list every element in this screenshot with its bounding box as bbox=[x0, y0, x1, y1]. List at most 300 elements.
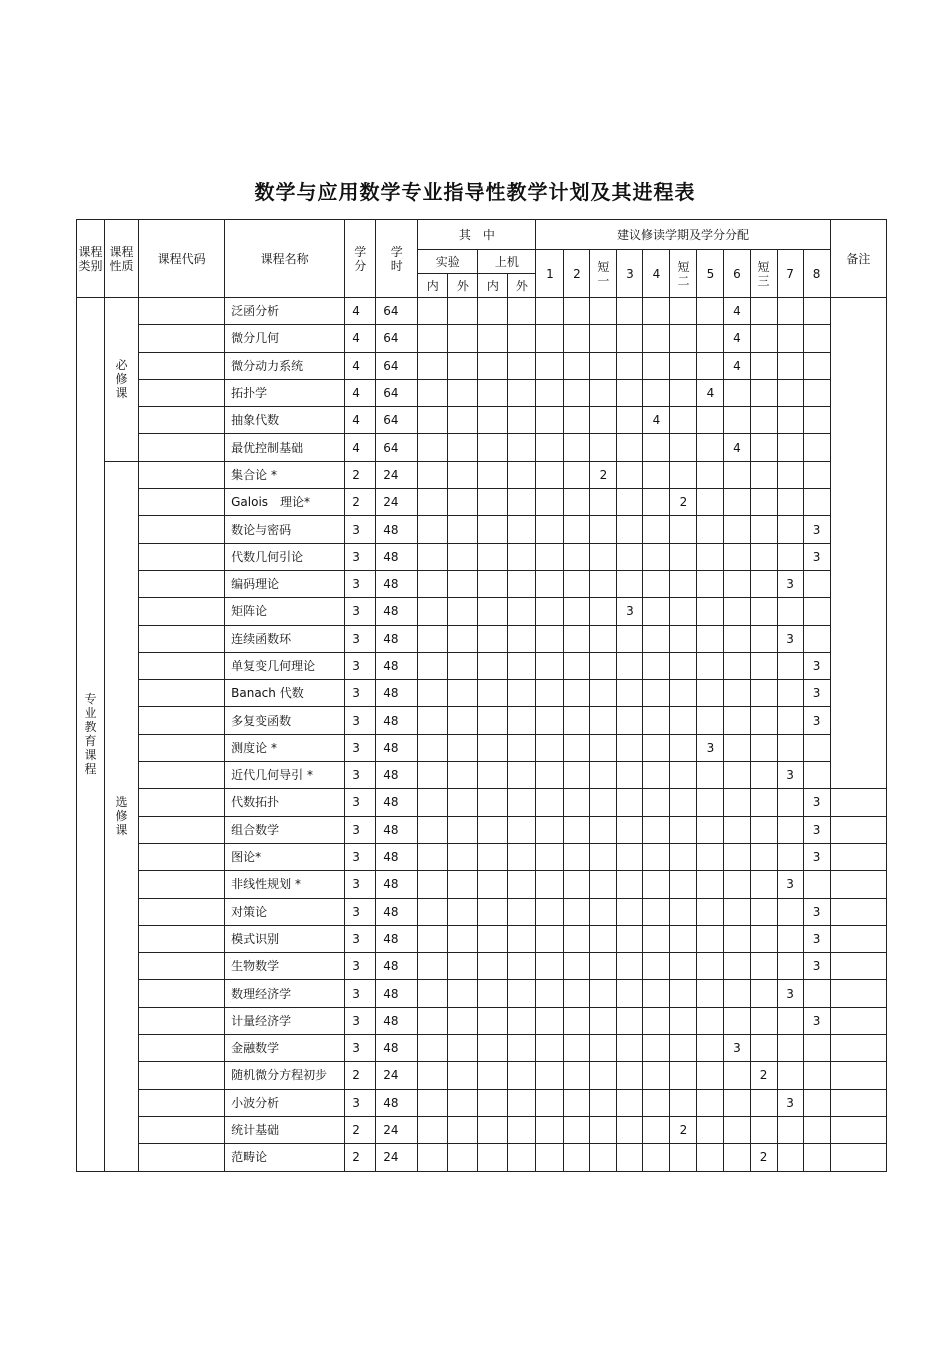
lab-computer-cell bbox=[478, 734, 508, 761]
course-category-cell: 专业教育课程 bbox=[77, 298, 105, 1172]
semester-credit-cell bbox=[590, 762, 617, 789]
semester-credit-cell bbox=[564, 489, 590, 516]
hours-cell: 48 bbox=[376, 625, 418, 652]
semester-credit-cell bbox=[536, 789, 564, 816]
semester-credit-cell bbox=[564, 570, 590, 597]
course-name-cell: 拓扑学 bbox=[225, 379, 345, 406]
semester-credit-cell bbox=[564, 625, 590, 652]
course-name-cell: 单复变几何理论 bbox=[225, 652, 345, 679]
semester-credit-cell bbox=[643, 1062, 670, 1089]
remarks-cell bbox=[830, 1007, 886, 1034]
semester-credit-cell bbox=[724, 680, 750, 707]
course-name-cell: 矩阵论 bbox=[225, 598, 345, 625]
remarks-cell bbox=[830, 1062, 886, 1089]
course-name-cell: 编码理论 bbox=[225, 570, 345, 597]
hours-cell: 48 bbox=[376, 898, 418, 925]
lab-computer-cell bbox=[418, 762, 448, 789]
lab-computer-cell bbox=[478, 816, 508, 843]
semester-credit-cell bbox=[617, 652, 643, 679]
lab-computer-cell bbox=[478, 407, 508, 434]
semester-credit-cell bbox=[724, 762, 750, 789]
semester-credit-cell bbox=[564, 1144, 590, 1171]
semester-credit-cell bbox=[697, 407, 724, 434]
semester-credit-cell bbox=[670, 352, 697, 379]
semester-credit-cell bbox=[803, 598, 830, 625]
semester-credit-cell bbox=[750, 434, 777, 461]
course-code-cell bbox=[139, 762, 225, 789]
semester-credit-cell bbox=[670, 1089, 697, 1116]
semester-credit-cell bbox=[617, 516, 643, 543]
header-category: 课程类别 bbox=[77, 220, 105, 298]
semester-credit-cell bbox=[803, 325, 830, 352]
semester-credit-cell bbox=[750, 325, 777, 352]
semester-credit-cell bbox=[670, 461, 697, 488]
semester-credit-cell bbox=[564, 707, 590, 734]
semester-credit-cell bbox=[536, 516, 564, 543]
lab-computer-cell bbox=[508, 625, 536, 652]
course-code-cell bbox=[139, 1035, 225, 1062]
semester-credit-cell bbox=[590, 871, 617, 898]
course-code-cell bbox=[139, 625, 225, 652]
course-code-cell bbox=[139, 925, 225, 952]
table-row bbox=[77, 1116, 887, 1143]
semester-credit-cell bbox=[536, 461, 564, 488]
semester-credit-cell: 3 bbox=[777, 625, 803, 652]
semester-credit-cell bbox=[777, 1062, 803, 1089]
semester-credit-cell bbox=[643, 298, 670, 325]
semester-credit-cell bbox=[724, 1007, 750, 1034]
hours-cell: 64 bbox=[376, 379, 418, 406]
semester-credit-cell bbox=[724, 516, 750, 543]
semester-credit-cell bbox=[670, 789, 697, 816]
semester-credit-cell bbox=[724, 461, 750, 488]
semester-credit-cell bbox=[724, 789, 750, 816]
semester-credit-cell bbox=[697, 489, 724, 516]
lab-computer-cell bbox=[448, 652, 478, 679]
lab-computer-cell bbox=[418, 1035, 448, 1062]
lab-computer-cell bbox=[448, 1089, 478, 1116]
lab-computer-cell bbox=[478, 1062, 508, 1089]
lab-computer-cell bbox=[418, 871, 448, 898]
semester-credit-cell bbox=[803, 762, 830, 789]
semester-credit-cell bbox=[590, 925, 617, 952]
semester-credit-cell bbox=[697, 1062, 724, 1089]
semester-credit-cell bbox=[777, 379, 803, 406]
semester-credit-cell bbox=[670, 298, 697, 325]
lab-computer-cell bbox=[478, 516, 508, 543]
hours-cell: 48 bbox=[376, 680, 418, 707]
lab-computer-cell bbox=[508, 816, 536, 843]
semester-credit-cell bbox=[750, 407, 777, 434]
remarks-cell bbox=[830, 298, 886, 789]
semester-credit-cell bbox=[803, 625, 830, 652]
semester-credit-cell: 4 bbox=[724, 352, 750, 379]
semester-credit-cell bbox=[643, 325, 670, 352]
course-code-cell bbox=[139, 489, 225, 516]
semester-credit-cell bbox=[564, 925, 590, 952]
semester-credit-cell bbox=[697, 1144, 724, 1171]
lab-computer-cell bbox=[448, 980, 478, 1007]
lab-computer-cell bbox=[478, 953, 508, 980]
semester-credit-cell bbox=[777, 434, 803, 461]
course-code-cell bbox=[139, 407, 225, 434]
lab-computer-cell bbox=[448, 1007, 478, 1034]
credit-cell: 3 bbox=[345, 789, 376, 816]
semester-credit-cell bbox=[724, 598, 750, 625]
semester-credit-cell bbox=[617, 816, 643, 843]
table-row bbox=[77, 570, 887, 597]
semester-credit-cell bbox=[643, 1144, 670, 1171]
credit-cell: 3 bbox=[345, 570, 376, 597]
semester-credit-cell bbox=[617, 953, 643, 980]
semester-credit-cell bbox=[536, 489, 564, 516]
lab-computer-cell bbox=[508, 953, 536, 980]
semester-credit-cell bbox=[777, 953, 803, 980]
semester-credit-cell bbox=[590, 625, 617, 652]
semester-credit-cell bbox=[536, 352, 564, 379]
course-name-cell: 图论* bbox=[225, 843, 345, 870]
hours-cell: 24 bbox=[376, 461, 418, 488]
lab-computer-cell bbox=[418, 843, 448, 870]
course-name-cell: Banach 代数 bbox=[225, 680, 345, 707]
semester-credit-cell bbox=[724, 1144, 750, 1171]
semester-credit-cell bbox=[564, 1089, 590, 1116]
semester-credit-cell bbox=[724, 570, 750, 597]
semester-credit-cell bbox=[617, 625, 643, 652]
semester-credit-cell bbox=[536, 1144, 564, 1171]
credit-cell: 3 bbox=[345, 762, 376, 789]
course-name-cell: 泛函分析 bbox=[225, 298, 345, 325]
lab-computer-cell bbox=[508, 652, 536, 679]
semester-credit-cell bbox=[697, 953, 724, 980]
semester-credit-cell bbox=[590, 516, 617, 543]
semester-credit-cell bbox=[697, 816, 724, 843]
semester-credit-cell bbox=[724, 843, 750, 870]
lab-computer-cell bbox=[418, 707, 448, 734]
lab-computer-cell bbox=[508, 871, 536, 898]
lab-computer-cell bbox=[418, 352, 448, 379]
semester-credit-cell bbox=[536, 762, 564, 789]
lab-computer-cell bbox=[418, 1144, 448, 1171]
semester-credit-cell bbox=[590, 1062, 617, 1089]
course-code-cell bbox=[139, 1007, 225, 1034]
semester-credit-cell bbox=[564, 843, 590, 870]
semester-credit-cell bbox=[536, 1089, 564, 1116]
course-name-cell: 代数几何引论 bbox=[225, 543, 345, 570]
lab-computer-cell bbox=[448, 325, 478, 352]
table-row bbox=[77, 1035, 887, 1062]
semester-credit-cell bbox=[617, 379, 643, 406]
hours-cell: 48 bbox=[376, 789, 418, 816]
course-name-cell: 非线性规划 * bbox=[225, 871, 345, 898]
table-row bbox=[77, 298, 887, 325]
semester-credit-cell bbox=[670, 953, 697, 980]
semester-credit-cell: 3 bbox=[803, 898, 830, 925]
semester-credit-cell bbox=[697, 434, 724, 461]
semester-credit-cell: 3 bbox=[697, 734, 724, 761]
hours-cell: 48 bbox=[376, 980, 418, 1007]
lab-computer-cell bbox=[418, 1089, 448, 1116]
semester-credit-cell bbox=[564, 762, 590, 789]
semester-credit-cell bbox=[590, 352, 617, 379]
semester-credit-cell bbox=[590, 489, 617, 516]
table-row bbox=[77, 461, 887, 488]
semester-credit-cell: 4 bbox=[724, 434, 750, 461]
credit-cell: 3 bbox=[345, 543, 376, 570]
semester-credit-cell bbox=[617, 1062, 643, 1089]
semester-credit-cell bbox=[697, 570, 724, 597]
semester-credit-cell bbox=[643, 352, 670, 379]
lab-computer-cell bbox=[418, 298, 448, 325]
semester-credit-cell bbox=[697, 789, 724, 816]
hours-cell: 48 bbox=[376, 1007, 418, 1034]
credit-cell: 3 bbox=[345, 598, 376, 625]
semester-credit-cell bbox=[536, 570, 564, 597]
lab-computer-cell bbox=[478, 843, 508, 870]
credit-cell: 3 bbox=[345, 980, 376, 1007]
semester-credit-cell bbox=[697, 980, 724, 1007]
semester-credit-cell bbox=[777, 516, 803, 543]
course-code-cell bbox=[139, 516, 225, 543]
semester-credit-cell bbox=[724, 407, 750, 434]
lab-computer-cell bbox=[448, 925, 478, 952]
semester-credit-cell bbox=[564, 516, 590, 543]
semester-credit-cell bbox=[564, 953, 590, 980]
lab-computer-cell bbox=[478, 680, 508, 707]
lab-computer-cell bbox=[478, 489, 508, 516]
lab-computer-cell bbox=[448, 707, 478, 734]
course-code-cell bbox=[139, 816, 225, 843]
course-code-cell bbox=[139, 953, 225, 980]
lab-computer-cell bbox=[448, 516, 478, 543]
lab-computer-cell bbox=[418, 1007, 448, 1034]
semester-credit-cell bbox=[590, 652, 617, 679]
semester-credit-cell bbox=[536, 816, 564, 843]
course-name-cell: 代数拓扑 bbox=[225, 789, 345, 816]
lab-computer-cell bbox=[478, 434, 508, 461]
lab-computer-cell bbox=[478, 598, 508, 625]
lab-computer-cell bbox=[478, 762, 508, 789]
semester-credit-cell bbox=[670, 707, 697, 734]
semester-credit-cell bbox=[750, 543, 777, 570]
hours-cell: 48 bbox=[376, 598, 418, 625]
lab-computer-cell bbox=[478, 925, 508, 952]
semester-credit-cell bbox=[803, 1144, 830, 1171]
lab-computer-cell bbox=[508, 407, 536, 434]
semester-credit-cell bbox=[536, 434, 564, 461]
semester-credit-cell bbox=[536, 898, 564, 925]
semester-credit-cell bbox=[564, 461, 590, 488]
header-semester: 1 bbox=[536, 250, 564, 298]
semester-credit-cell bbox=[564, 298, 590, 325]
lab-computer-cell bbox=[508, 980, 536, 1007]
semester-credit-cell bbox=[617, 734, 643, 761]
table-row bbox=[77, 980, 887, 1007]
lab-computer-cell bbox=[508, 1144, 536, 1171]
semester-credit-cell bbox=[617, 762, 643, 789]
semester-credit-cell bbox=[670, 570, 697, 597]
credit-cell: 3 bbox=[345, 516, 376, 543]
lab-computer-cell bbox=[508, 1007, 536, 1034]
semester-credit-cell bbox=[777, 734, 803, 761]
semester-credit-cell bbox=[777, 789, 803, 816]
semester-credit-cell bbox=[564, 734, 590, 761]
remarks-cell bbox=[830, 898, 886, 925]
semester-credit-cell bbox=[536, 325, 564, 352]
semester-credit-cell bbox=[564, 816, 590, 843]
semester-credit-cell bbox=[564, 379, 590, 406]
course-code-cell bbox=[139, 598, 225, 625]
lab-computer-cell bbox=[448, 570, 478, 597]
semester-credit-cell bbox=[670, 379, 697, 406]
semester-credit-cell bbox=[536, 598, 564, 625]
lab-computer-cell bbox=[448, 352, 478, 379]
semester-credit-cell bbox=[750, 843, 777, 870]
semester-credit-cell bbox=[750, 1116, 777, 1143]
table-row bbox=[77, 843, 887, 870]
semester-credit-cell bbox=[750, 734, 777, 761]
lab-computer-cell bbox=[478, 625, 508, 652]
semester-credit-cell: 3 bbox=[777, 871, 803, 898]
semester-credit-cell bbox=[670, 734, 697, 761]
teaching-plan-table bbox=[76, 219, 887, 1172]
semester-credit-cell bbox=[590, 1089, 617, 1116]
hours-cell: 64 bbox=[376, 407, 418, 434]
course-code-cell bbox=[139, 434, 225, 461]
lab-computer-cell bbox=[418, 598, 448, 625]
course-name-cell: 计量经济学 bbox=[225, 1007, 345, 1034]
table-row bbox=[77, 516, 887, 543]
hours-cell: 48 bbox=[376, 953, 418, 980]
lab-computer-cell bbox=[508, 298, 536, 325]
lab-computer-cell bbox=[448, 598, 478, 625]
semester-credit-cell bbox=[724, 543, 750, 570]
semester-credit-cell bbox=[697, 1116, 724, 1143]
course-name-cell: 金融数学 bbox=[225, 1035, 345, 1062]
lab-computer-cell bbox=[508, 352, 536, 379]
semester-credit-cell bbox=[590, 680, 617, 707]
course-name-cell: 微分动力系统 bbox=[225, 352, 345, 379]
semester-credit-cell bbox=[724, 652, 750, 679]
table-row bbox=[77, 1089, 887, 1116]
semester-credit-cell bbox=[777, 407, 803, 434]
credit-cell: 2 bbox=[345, 461, 376, 488]
semester-credit-cell bbox=[777, 898, 803, 925]
semester-credit-cell bbox=[803, 298, 830, 325]
header-semester: 4 bbox=[643, 250, 670, 298]
semester-credit-cell bbox=[724, 953, 750, 980]
semester-credit-cell: 3 bbox=[777, 570, 803, 597]
semester-credit-cell bbox=[617, 352, 643, 379]
semester-credit-cell bbox=[670, 543, 697, 570]
semester-credit-cell bbox=[697, 1035, 724, 1062]
semester-credit-cell bbox=[803, 1116, 830, 1143]
course-name-cell: 统计基础 bbox=[225, 1116, 345, 1143]
semester-credit-cell bbox=[697, 625, 724, 652]
semester-credit-cell bbox=[564, 652, 590, 679]
header-computer-inner: 内 bbox=[478, 274, 508, 298]
semester-credit-cell bbox=[777, 1007, 803, 1034]
header-semester: 短三 bbox=[750, 250, 777, 298]
lab-computer-cell bbox=[478, 1089, 508, 1116]
header-semester: 7 bbox=[777, 250, 803, 298]
semester-credit-cell bbox=[803, 461, 830, 488]
semester-credit-cell bbox=[590, 953, 617, 980]
semester-credit-cell: 2 bbox=[750, 1144, 777, 1171]
semester-credit-cell bbox=[643, 925, 670, 952]
semester-credit-cell: 4 bbox=[724, 298, 750, 325]
remarks-cell bbox=[830, 1116, 886, 1143]
course-name-cell: 模式识别 bbox=[225, 925, 345, 952]
header-hours: 学时 bbox=[376, 220, 418, 298]
semester-credit-cell bbox=[564, 352, 590, 379]
header-nature: 课程性质 bbox=[105, 220, 139, 298]
semester-credit-cell bbox=[670, 680, 697, 707]
course-code-cell bbox=[139, 980, 225, 1007]
lab-computer-cell bbox=[418, 461, 448, 488]
semester-credit-cell bbox=[643, 1089, 670, 1116]
semester-credit-cell bbox=[724, 1062, 750, 1089]
semester-credit-cell: 3 bbox=[803, 1007, 830, 1034]
hours-cell: 48 bbox=[376, 816, 418, 843]
table-row bbox=[77, 925, 887, 952]
semester-credit-cell bbox=[777, 816, 803, 843]
semester-credit-cell bbox=[643, 652, 670, 679]
semester-credit-cell bbox=[536, 1035, 564, 1062]
lab-computer-cell bbox=[448, 298, 478, 325]
semester-credit-cell bbox=[777, 707, 803, 734]
lab-computer-cell bbox=[418, 434, 448, 461]
semester-credit-cell bbox=[724, 734, 750, 761]
semester-credit-cell bbox=[590, 898, 617, 925]
credit-cell: 3 bbox=[345, 680, 376, 707]
lab-computer-cell bbox=[418, 652, 448, 679]
course-code-cell bbox=[139, 1062, 225, 1089]
semester-credit-cell bbox=[750, 707, 777, 734]
semester-credit-cell bbox=[724, 1116, 750, 1143]
table-row bbox=[77, 953, 887, 980]
semester-credit-cell bbox=[590, 1007, 617, 1034]
semester-credit-cell bbox=[564, 680, 590, 707]
semester-credit-cell bbox=[670, 598, 697, 625]
semester-credit-cell bbox=[564, 1116, 590, 1143]
semester-credit-cell bbox=[617, 298, 643, 325]
lab-computer-cell bbox=[478, 1116, 508, 1143]
course-name-cell: 生物数学 bbox=[225, 953, 345, 980]
hours-cell: 24 bbox=[376, 1144, 418, 1171]
lab-computer-cell bbox=[508, 1116, 536, 1143]
semester-credit-cell bbox=[617, 1144, 643, 1171]
table-row bbox=[77, 871, 887, 898]
lab-computer-cell bbox=[448, 680, 478, 707]
semester-credit-cell bbox=[536, 980, 564, 1007]
course-name-cell: 微分几何 bbox=[225, 325, 345, 352]
credit-cell: 3 bbox=[345, 898, 376, 925]
semester-credit-cell bbox=[670, 898, 697, 925]
credit-cell: 3 bbox=[345, 1007, 376, 1034]
semester-credit-cell bbox=[590, 434, 617, 461]
semester-credit-cell: 3 bbox=[803, 707, 830, 734]
semester-credit-cell bbox=[803, 1062, 830, 1089]
page-title: 数学与应用数学专业指导性教学计划及其进程表 bbox=[254, 180, 696, 204]
lab-computer-cell bbox=[508, 570, 536, 597]
course-name-cell: 随机微分方程初步 bbox=[225, 1062, 345, 1089]
lab-computer-cell bbox=[448, 1062, 478, 1089]
semester-credit-cell: 3 bbox=[803, 843, 830, 870]
semester-credit-cell bbox=[803, 489, 830, 516]
lab-computer-cell bbox=[508, 843, 536, 870]
table-row bbox=[77, 707, 887, 734]
